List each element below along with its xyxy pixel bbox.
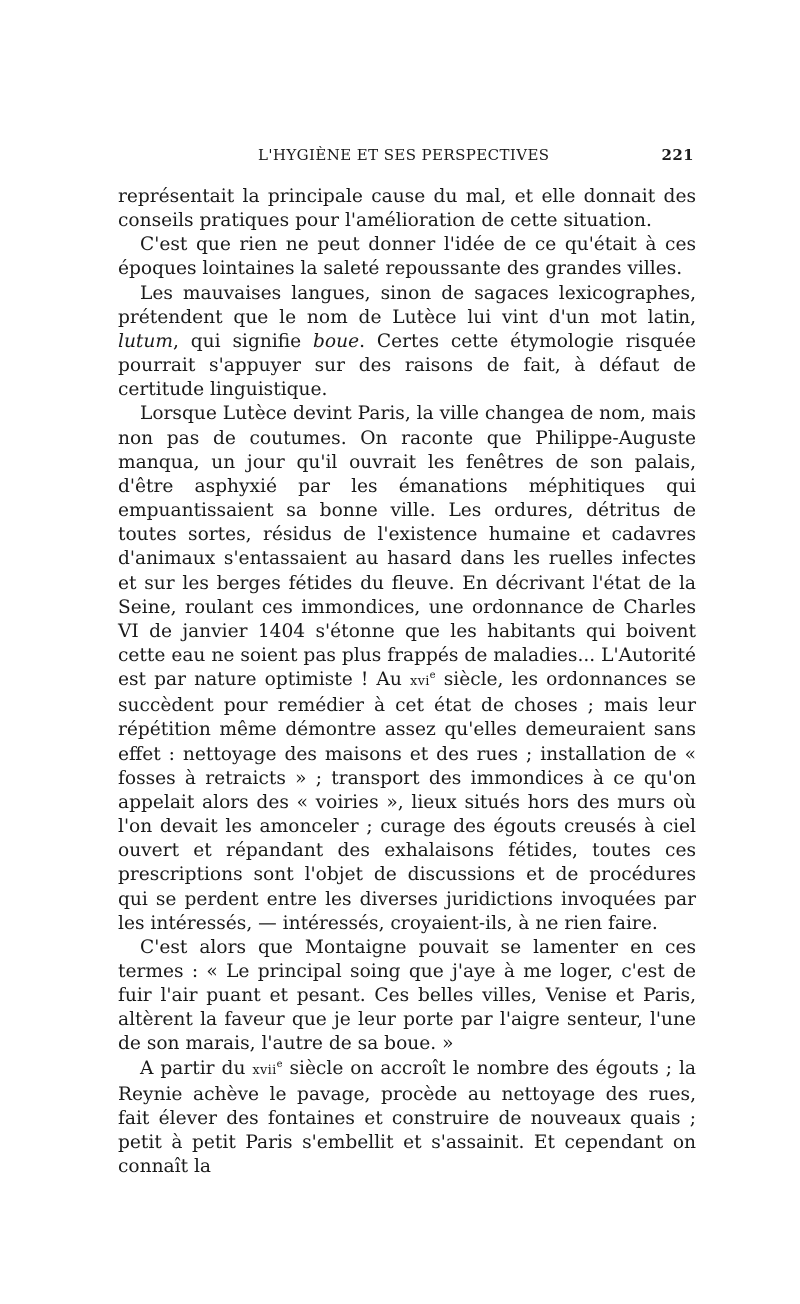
paragraph-text: , qui signifie [173, 330, 314, 352]
paragraph-text: C'est alors que Montaigne pouvait se lamenter en ces termes : « Le principal soing que j'aye à me loger, c'est de fuir l'air puant et pesant. Ces belles villes, Venise et Paris, altèrent la faveur que je leur porte par l'aigre senteur, l'une de son marais, l'autre de sa boue. » [118, 936, 696, 1055]
paragraph-text: siècle, les ordonnances se succèdent pour remédier à cet état de choses ; mais leur répétition même démontre assez qu'elles demeuraient sans effet : nettoyage des maisons et des rues ; installation de « fosses à retraicts » ; transport des immondices à ce qu'on appelait alors des « voiries », lieux situés hors des murs où l'on devait les amonceler ; curage des égouts creusés à ciel ouvert et répandant des exhalaisons fétides, toutes ces prescriptions sont l'objet de discussions et de procédures qui se perdent entre les diverses juridictions invoquées par les intéressés, — intéressés, croyaient-ils, à ne rien faire. [118, 669, 696, 934]
paragraph-text: Lorsque Lutèce devint Paris, la ville changea de nom, mais non pas de coutumes. On raconte que Philippe-Auguste manqua, un jour qu'il ouvrait les fenêtres de son palais, d'être asphyxié par les émanations méphitiques qui empuantissaient sa bonne ville. Les ordures, détritus de toutes sortes, résidus de l'existence humaine et cadavres d'animaux s'entassaient au hasard dans les ruelles infectes et sur les berges fétides du fleuve. En décrivant l'état de la Seine, roulant ces immondices, une ordonnance de Charles VI de janvier 1404 s'étonne que les habitants qui boivent cette eau ne soient pas plus frappés de maladies... L'Autorité est par nature optimiste ! Au [118, 403, 696, 691]
century-suffix: e [276, 1058, 283, 1070]
meaning-word: boue [313, 330, 360, 352]
paragraph-text: . Certes cette étymologie risquée pourrait s'appuyer sur des raisons de fait, à défaut de certitude linguistique. [118, 330, 696, 401]
running-title: L'HYGIÈNE ET SES PERSPECTIVES [258, 146, 550, 164]
paragraph [118, 936, 696, 1057]
century-suffix: e [429, 669, 436, 681]
paragraph-text: Les mauvaises langues, sinon de sagaces lexicographes, prétendent que le nom de Lutèce lui vint d'un mot latin, [118, 282, 696, 328]
paragraph-continued [118, 185, 696, 233]
paragraph-text: C'est que rien ne peut donner l'idée de ce qu'était à ces époques lointaines la saleté repoussante des grandes villes. [118, 234, 696, 280]
paragraph [118, 1057, 696, 1180]
paragraph [118, 233, 696, 281]
paragraph-text: A partir du [140, 1057, 253, 1079]
paragraph [118, 402, 696, 935]
paragraph-text: siècle on accroît le nombre des égouts ; la Reynie achève le pavage, procède au nettoyage des rues, fait élever des fontaines et construire de nouveaux quais ; petit à petit Paris s'embellit et s'assainit. Et cependant on connaît la [118, 1057, 696, 1178]
running-head [118, 146, 694, 170]
paragraph [118, 282, 696, 403]
paragraph-text: représentait la principale cause du mal, et elle donnait des conseils pratiques pour l'amélioration de cette situation. [118, 186, 696, 232]
body-text [118, 185, 696, 1179]
page-number: 221 [661, 146, 694, 164]
latin-word: lutum [118, 330, 174, 352]
century-numeral: xvi [409, 674, 430, 690]
century-numeral: xvii [252, 1062, 277, 1078]
